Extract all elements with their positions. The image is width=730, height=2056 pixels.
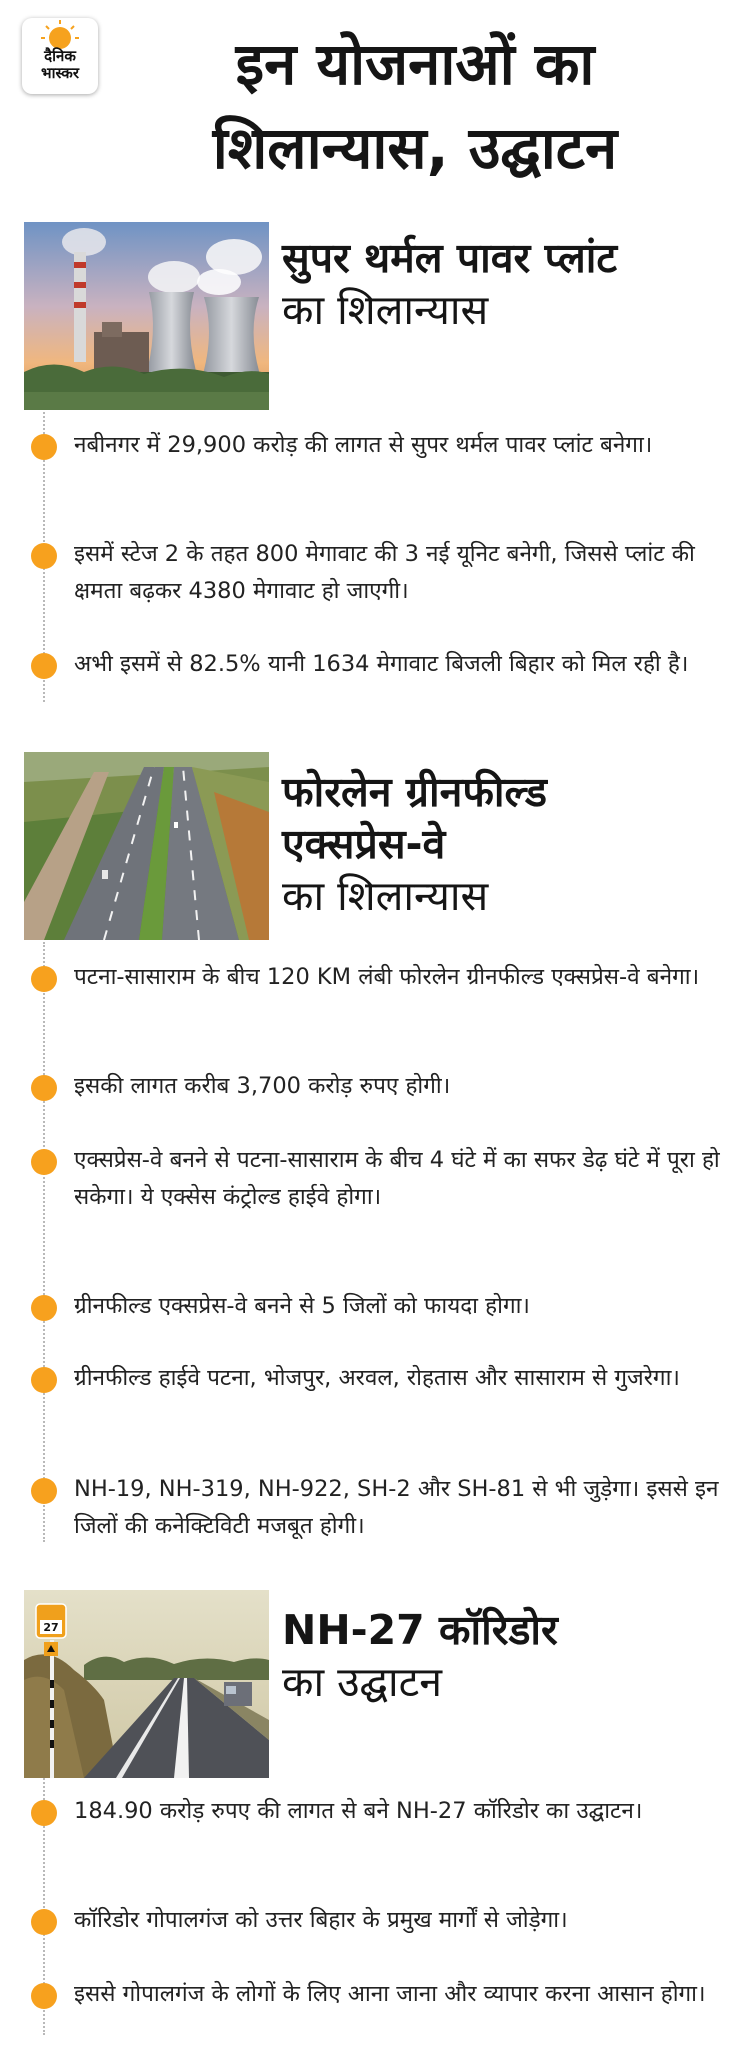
bullet-item: अभी इसमें से 82.5% यानी 1634 मेगावाट बिजली बिहार को मिल रही है। xyxy=(74,651,689,677)
power-plant-photo xyxy=(24,222,269,410)
heading-normal-line: का शिलान्यास xyxy=(282,872,489,920)
bullet-item: नबीनगर में 29,900 करोड़ की लागत से सुपर थर्मल पावर प्लांट बनेगा। xyxy=(74,432,653,458)
bullet-item: एक्सप्रेस-वे बनने से पटना-सासाराम के बीच 4 घंटे में का सफर डेढ़ घंटे में पूरा हो सकेगा। ये एक्सेस कंट्रोल्ड हाईवे होगा। xyxy=(74,1147,720,1210)
heading-bold-line: NH-27 कॉरिडोर xyxy=(282,1606,558,1654)
logo-line-2: भास्कर xyxy=(41,64,79,82)
bullet-dot xyxy=(31,1800,57,1826)
bullet-dot xyxy=(31,1149,57,1175)
bullet-dot xyxy=(31,434,57,460)
timeline-line-2 xyxy=(43,942,45,1542)
bullet-dot xyxy=(31,1075,57,1101)
bullet-item: कॉरिडोर गोपालगंज को उत्तर बिहार के प्रमुख मार्गों से जोड़ेगा। xyxy=(74,1907,568,1933)
bullet-dot xyxy=(31,966,57,992)
logo-line-1: दैनिक xyxy=(44,47,76,65)
bullet-dot xyxy=(31,1909,57,1935)
page-title-line-1: इन योजनाओं का xyxy=(235,30,595,98)
bullet-item: ग्रीनफील्ड हाईवे पटना, भोजपुर, अरवल, रोहतास और सासाराम से गुजरेगा। xyxy=(74,1365,680,1391)
page-title-line-2: शिलान्यास, उद्घाटन xyxy=(212,114,618,182)
heading-bold-line: सुपर थर्मल पावर प्लांट xyxy=(282,234,618,282)
section-heading-nh27 xyxy=(282,1604,722,1708)
heading-normal-line: का उद्घाटन xyxy=(282,1658,443,1706)
dainik-bhaskar-logo xyxy=(22,18,98,94)
bullet-dot xyxy=(31,543,57,569)
bullet-item: पटना-सासाराम के बीच 120 KM लंबी फोरलेन ग्रीनफील्ड एक्सप्रेस-वे बनेगा। xyxy=(74,964,700,990)
bullet-item: इसकी लागत करीब 3,700 करोड़ रुपए होगी। xyxy=(74,1073,451,1099)
bullet-item: इससे गोपालगंज के लोगों के लिए आना जाना और व्यापार करना आसान होगा। xyxy=(74,1981,706,2007)
highway-corridor-photo xyxy=(24,1590,269,1778)
heading-bold-line: फोरलेन ग्रीनफील्ड xyxy=(282,768,547,816)
bullet-dot xyxy=(31,653,57,679)
bullet-dot xyxy=(31,1983,57,2009)
page-title xyxy=(110,22,720,190)
bullet-dot xyxy=(31,1478,57,1504)
bullet-dot xyxy=(31,1367,57,1393)
nh-shield-number: 27 xyxy=(43,1621,59,1634)
section-heading-expressway xyxy=(282,766,722,922)
expressway-photo xyxy=(24,752,269,940)
heading-normal-line: का शिलान्यास xyxy=(282,286,489,334)
heading-bold-line: एक्सप्रेस-वे xyxy=(282,820,446,868)
section-heading-power-plant xyxy=(282,232,722,336)
bullet-item: NH-19, NH-319, NH-922, SH-2 और SH-81 से भी जुड़ेगा। इससे इन जिलों की कनेक्टिविटी मजबूत होगी। xyxy=(74,1476,719,1539)
bullet-item: ग्रीनफील्ड एक्सप्रेस-वे बनने से 5 जिलों को फायदा होगा। xyxy=(74,1293,530,1319)
bullet-dot xyxy=(31,1295,57,1321)
bullet-item: इसमें स्टेज 2 के तहत 800 मेगावाट की 3 नई यूनिट बनेगी, जिससे प्लांट की क्षमता बढ़कर 4380 मेगावाट हो जाएगी। xyxy=(74,541,695,604)
bullet-item: 184.90 करोड़ रुपए की लागत से बने NH-27 कॉरिडोर का उद्घाटन। xyxy=(74,1798,643,1824)
